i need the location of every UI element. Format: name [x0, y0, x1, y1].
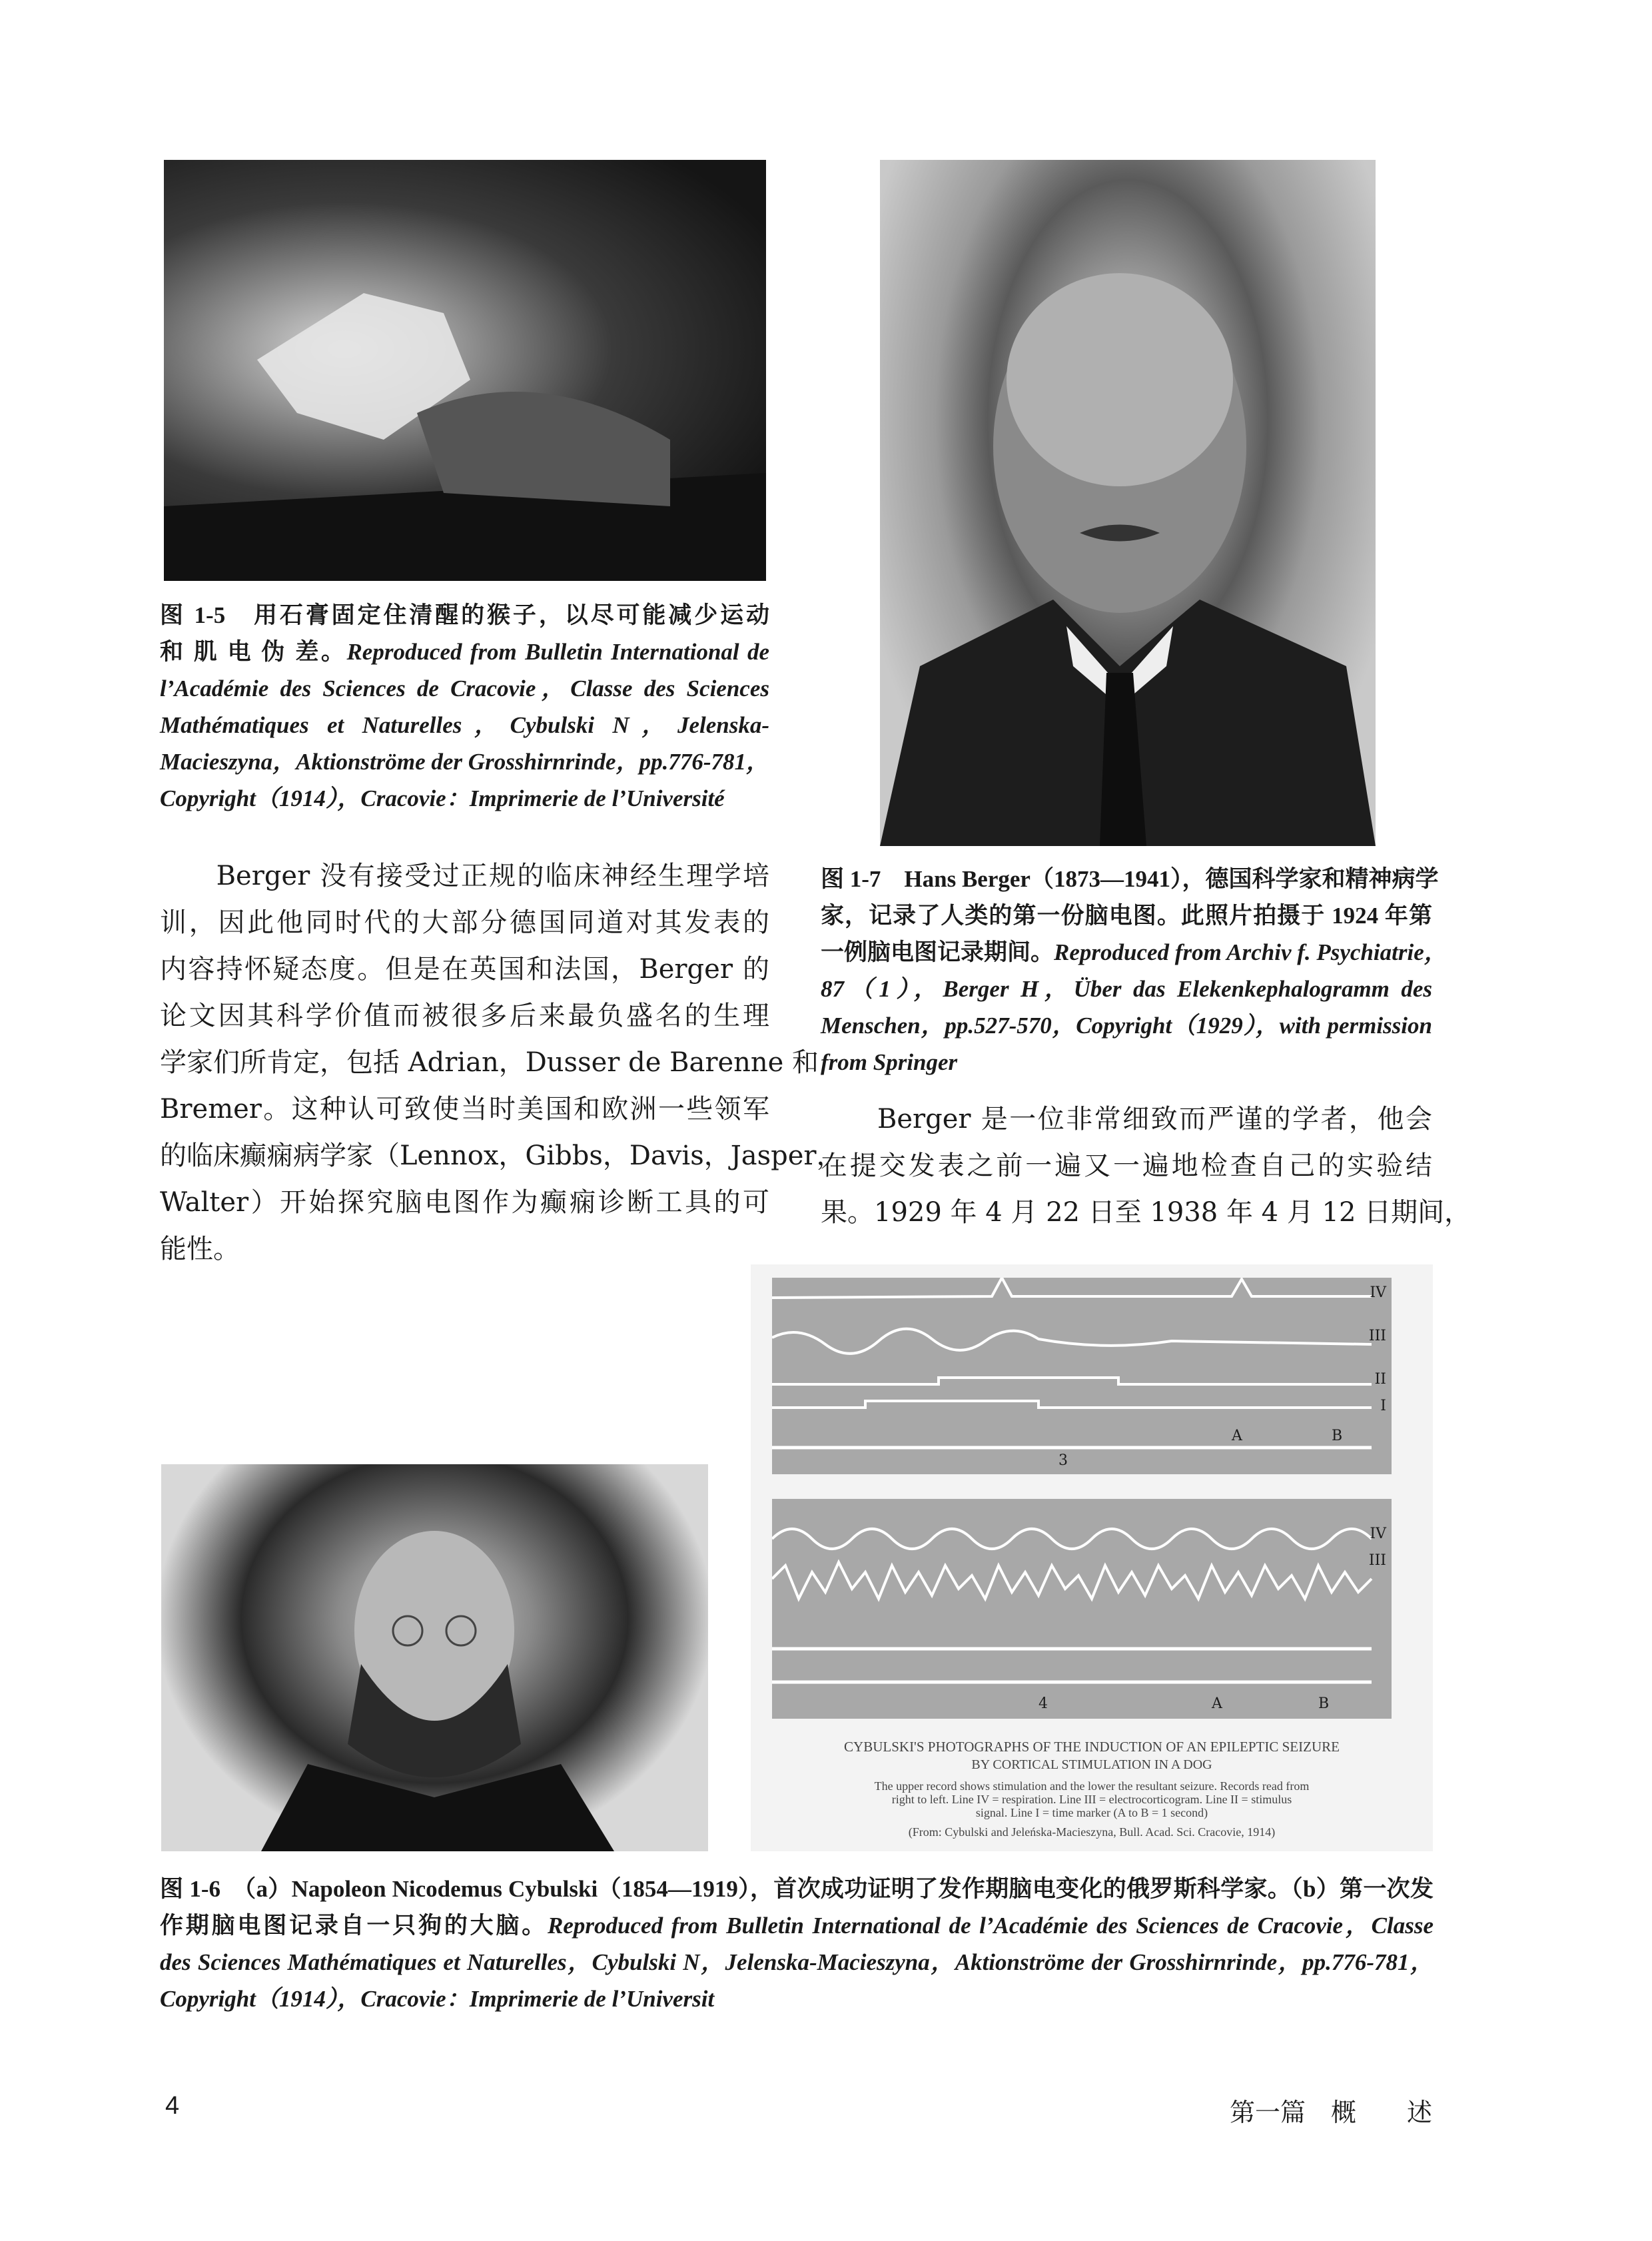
caption-line: 家，记录了人类的第一份脑电图。此照片拍摄于 1924 年第 [821, 903, 1432, 929]
caption-line: from Springer [821, 1049, 958, 1075]
caption-citation: Reproduced from Bulletin International de [346, 639, 769, 665]
body-line: 在提交发表之前一遍又一遍地检查自己的实验结 [821, 1150, 1432, 1181]
eeg-lower-traces [772, 1499, 1392, 1719]
trace-marker: A [1212, 1695, 1222, 1712]
page-number: 4 [165, 2092, 180, 2120]
caption-line: 87（1），Berger H，Über das Elekenkephalogramm des [821, 976, 1432, 1002]
caption-line: 图 1-6 （a）Napoleon Nicodemus Cybulski（1854—1919），首次成功证明了发作期脑电变化的俄罗斯科学家。（b）第一次发 [160, 1876, 1434, 1902]
caption-line: 作期脑电图记录自一只狗的大脑。 [160, 1913, 548, 1939]
body-line: 内容持怀疑态度。但是在英国和法国，Berger 的 [160, 954, 769, 985]
body-line: 训，因此他同时代的大部分德国同道对其发表的 [160, 907, 769, 938]
caption-line: 一例脑电图记录期间。 [821, 939, 1054, 965]
trace-marker: 4 [1038, 1695, 1048, 1712]
caption-line: Menschen，pp.527-570，Copyright（1929），with permission [821, 1013, 1432, 1039]
body-line: Bremer。这种认可致使当时美国和欧洲一些领军 [160, 1094, 769, 1124]
eeg-lower-record [772, 1499, 1392, 1719]
trace-label: IV [1370, 1526, 1386, 1542]
caption-line: Copyright（1914），Cracovie：Imprimerie de l’Universit [160, 1986, 715, 2012]
caption-line: 图 1-7 Hans Berger（1873—1941），德国科学家和精神病学 [821, 866, 1439, 892]
eeg-figure-source: (From: Cybulski and Jeleńska-Macieszyna, Bull. Acad. Sci. Cracovie, 1914) [908, 1825, 1276, 1839]
caption-line: des Sciences Mathématiques et Naturelles，Cybulski N，Jelenska-Macieszyna，Aktionströme der Grosshirnrinde，pp.776-781， [160, 1949, 1434, 1975]
trace-marker: A [1232, 1428, 1242, 1444]
cybulski-portrait [161, 1464, 708, 1851]
caption-line: Mathématiques et Naturelles，Cybulski N，Jelenska- [160, 712, 769, 738]
eeg-figure-subtitle: BY CORTICAL STIMULATION IN A DOG [971, 1757, 1212, 1772]
trace-label: IV [1370, 1284, 1386, 1301]
caption-line: l’Académie des Sciences de Cracovie，Classe des Sciences [160, 675, 769, 701]
body-line: Berger 是一位非常细致而严谨的学者，他会 [821, 1104, 1432, 1134]
monkey-photo-shapes [164, 160, 766, 581]
trace-marker: B [1332, 1428, 1343, 1444]
figure-1-5-caption [160, 597, 769, 817]
body-line: 能性。 [160, 1234, 240, 1264]
caption-line: Copyright（1914），Cracovie：Imprimerie de l’Université [160, 785, 725, 811]
trace-label: I [1380, 1398, 1386, 1414]
figure-1-6-caption [160, 1871, 1434, 2017]
trace-label: III [1368, 1552, 1386, 1569]
eeg-seizure-figure [751, 1264, 1433, 1851]
body-line: Berger 没有接受过正规的临床神经生理学培 [160, 861, 769, 891]
eeg-figure-description [751, 1779, 1433, 1819]
desc-line: The upper record shows stimulation and the lower the resultant seizure. Records read from [874, 1779, 1310, 1793]
hans-berger-portrait [880, 160, 1376, 846]
trace-marker: B [1318, 1695, 1330, 1712]
right-body-text [821, 1096, 1471, 1236]
body-line: 的临床癫痫病学家（Lennox，Gibbs，Davis，Jasper， [160, 1140, 843, 1171]
body-line: 果。1929 年 4 月 22 日至 1938 年 4 月 12 日期间， [821, 1197, 1471, 1228]
monkey-plaster-photo [164, 160, 766, 581]
body-line: 学家们所肯定，包括 Adrian，Dusser de Barenne 和 [160, 1047, 819, 1078]
caption-citation: Reproduced from Bulletin International de l’Académie des Sciences de Cracovie，Classe [548, 1913, 1434, 1939]
caption-line: Macieszyna，Aktionströme der Grosshirnrinde，pp.776-781， [160, 749, 769, 775]
section-title: 第一篇 概 述 [1229, 2098, 1432, 2127]
trace-label: III [1368, 1328, 1386, 1344]
caption-line: 图 1-5 用石膏固定住清醒的猴子，以尽可能减少运动 [160, 602, 769, 628]
eeg-upper-traces [772, 1278, 1392, 1474]
caption-citation: Reproduced from Archiv f. Psychiatrie， [1054, 939, 1447, 965]
cybulski-portrait-shapes [161, 1464, 708, 1851]
left-body-text [160, 853, 843, 1272]
trace-label: II [1374, 1371, 1386, 1388]
figure-1-7-caption [821, 861, 1447, 1081]
desc-line: right to left. Line IV = respiration. Line III = electrocorticogram. Line II = stimulus [891, 1793, 1292, 1806]
trace-marker: 3 [1058, 1452, 1068, 1469]
caption-line: 和 肌 电 伪 差。 [160, 639, 347, 665]
desc-line: signal. Line I = time marker (A to B = 1 second) [975, 1806, 1208, 1819]
body-line: 论文因其科学价值而被很多后来最负盛名的生理 [160, 1001, 769, 1031]
body-line: Walter）开始探究脑电图作为癫痫诊断工具的可 [160, 1187, 769, 1218]
eeg-upper-record [772, 1278, 1392, 1474]
eeg-figure-title: CYBULSKI'S PHOTOGRAPHS OF THE INDUCTION OF AN EPILEPTIC SEIZURE [844, 1739, 1340, 1755]
berger-portrait-shapes [880, 160, 1376, 846]
